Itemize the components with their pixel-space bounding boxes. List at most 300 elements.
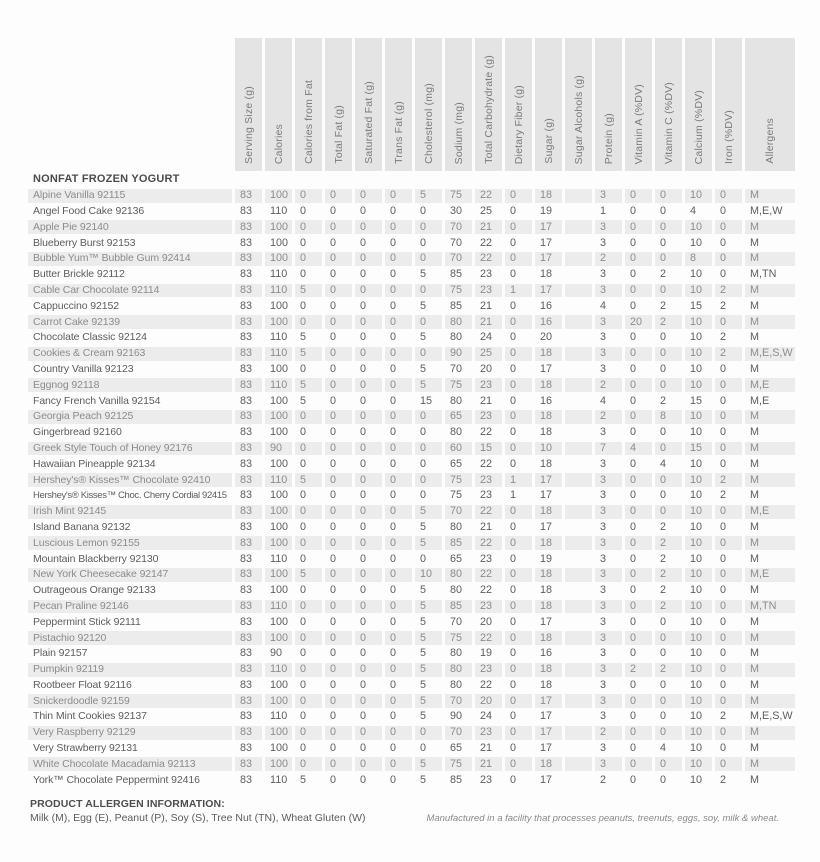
value-cell: 0: [510, 299, 517, 312]
value-cell: 10: [685, 663, 712, 677]
value-cell: 2: [720, 773, 727, 786]
table-row: [28, 742, 795, 756]
product-name: Mountain Blackberry 92130: [33, 552, 159, 565]
product-name: Peppermint Stick 92111: [33, 615, 141, 628]
value-cell: 70: [445, 220, 472, 234]
value-cell: [565, 426, 592, 440]
value-cell: 0: [300, 457, 307, 470]
table-row: [28, 394, 795, 408]
table-row: [28, 236, 795, 250]
value-cell: 0: [510, 394, 517, 407]
value-cell: 83: [235, 536, 262, 550]
value-cell: 5: [295, 568, 322, 582]
product-name: Hawaiian Pineapple 92134: [33, 457, 156, 470]
value-cell: 0: [325, 473, 352, 487]
value-cell: 0: [330, 584, 337, 597]
value-cell: 0: [330, 489, 337, 502]
value-cell: 0: [715, 220, 742, 234]
value-cell: 100: [265, 536, 292, 550]
table-row: [28, 473, 795, 487]
value-cell: 0: [660, 678, 667, 691]
value-cell: 2: [720, 489, 727, 502]
value-cell: 83: [235, 220, 262, 234]
value-cell: 0: [510, 236, 517, 249]
section-empty-cell: [475, 173, 502, 187]
value-cell: 2: [660, 552, 667, 565]
value-cell: 0: [715, 252, 742, 266]
product-name: York™ Chocolate Peppermint 92416: [33, 773, 200, 786]
section-empty-cell: [235, 173, 262, 187]
value-cell: 100: [265, 252, 292, 266]
allergens-cell: M: [745, 189, 795, 203]
value-cell: 0: [330, 236, 337, 249]
value-cell: 0: [355, 473, 382, 487]
allergens-cell: M: [750, 742, 759, 755]
value-cell: [565, 536, 592, 550]
value-cell: 20: [480, 615, 493, 628]
value-cell: 3: [595, 631, 622, 645]
value-cell: 18: [535, 568, 562, 582]
value-cell: 18: [535, 410, 562, 424]
value-cell: 0: [390, 236, 397, 249]
value-cell: 3: [595, 220, 622, 234]
value-cell: 0: [360, 647, 367, 660]
value-cell: 0: [415, 442, 442, 456]
value-cell: 5: [420, 615, 427, 628]
value-cell: 17: [535, 284, 562, 298]
col-header-protein-g: Protein (g): [595, 38, 622, 171]
value-cell: 0: [415, 347, 442, 361]
value-cell: 0: [355, 536, 382, 550]
col-header-sugar-alcohols-g: Sugar Alcohols (g): [565, 38, 592, 171]
value-cell: 0: [390, 394, 397, 407]
value-cell: 18: [540, 268, 553, 281]
value-cell: 65: [445, 410, 472, 424]
value-cell: 83: [235, 410, 262, 424]
value-cell: 110: [265, 473, 292, 487]
value-cell: 0: [325, 347, 352, 361]
allergens-cell: M: [745, 694, 795, 708]
value-cell: 0: [655, 220, 682, 234]
value-cell: 0: [300, 647, 307, 660]
allergens-cell: M,E,S,W: [750, 710, 793, 723]
value-cell: 3: [600, 678, 607, 691]
value-cell: 0: [660, 331, 667, 344]
value-cell: 90: [445, 347, 472, 361]
value-cell: 0: [385, 315, 412, 329]
value-cell: [565, 552, 592, 566]
value-cell: 110: [270, 552, 288, 565]
product-name: Cookies & Cream 92163: [28, 347, 232, 361]
value-cell: 85: [445, 536, 472, 550]
product-name: Carrot Cake 92139: [28, 315, 232, 329]
value-cell: 0: [360, 742, 367, 755]
value-cell: 0: [510, 647, 517, 660]
value-cell: 0: [355, 442, 382, 456]
value-cell: 0: [715, 536, 742, 550]
value-cell: 2: [720, 299, 727, 312]
value-cell: 83: [235, 631, 262, 645]
table-row: [28, 331, 795, 345]
value-cell: 0: [385, 284, 412, 298]
col-header-vitamin-c-dv: Vitamin C (%DV): [655, 38, 682, 171]
allergens-cell: M: [745, 726, 795, 740]
value-cell: 0: [630, 426, 637, 439]
value-cell: 0: [355, 315, 382, 329]
value-cell: 2: [720, 331, 727, 344]
value-cell: 0: [630, 362, 637, 375]
product-name: Very Strawberry 92131: [33, 742, 138, 755]
value-cell: 83: [240, 773, 253, 786]
value-cell: 0: [355, 378, 382, 392]
value-cell: 83: [240, 710, 253, 723]
value-cell: 10: [685, 600, 712, 614]
value-cell: 2: [655, 600, 682, 614]
value-cell: 0: [625, 726, 652, 740]
value-cell: 1: [505, 284, 532, 298]
value-cell: 100: [265, 631, 292, 645]
value-cell: [565, 363, 592, 377]
value-cell: 70: [450, 362, 463, 375]
value-cell: 17: [540, 236, 553, 249]
value-cell: 83: [240, 204, 253, 217]
value-cell: 0: [720, 647, 727, 660]
value-cell: 0: [390, 299, 397, 312]
value-cell: 0: [330, 552, 337, 565]
value-cell: 4: [660, 742, 667, 755]
value-cell: 85: [450, 268, 463, 281]
value-cell: 75: [445, 631, 472, 645]
value-cell: 0: [325, 631, 352, 645]
value-cell: 0: [505, 663, 532, 677]
value-cell: 0: [385, 505, 412, 519]
table-row: [28, 552, 795, 566]
value-cell: 0: [625, 631, 652, 645]
value-cell: 1: [510, 489, 517, 502]
section-empty-cell: [505, 173, 532, 187]
value-cell: [565, 663, 592, 677]
value-cell: 5: [415, 600, 442, 614]
value-cell: 17: [535, 694, 562, 708]
value-cell: 0: [510, 268, 517, 281]
value-cell: 0: [505, 220, 532, 234]
product-name: Fancy French Vanilla 92154: [33, 394, 161, 407]
value-cell: 0: [630, 552, 637, 565]
value-cell: 80: [445, 663, 472, 677]
value-cell: [565, 489, 592, 503]
value-cell: 0: [360, 299, 367, 312]
value-cell: 0: [295, 252, 322, 266]
value-cell: 2: [660, 299, 667, 312]
value-cell: 100: [265, 726, 292, 740]
value-cell: 85: [450, 773, 463, 786]
value-cell: 10: [690, 710, 703, 723]
value-cell: 75: [445, 757, 472, 771]
value-cell: 0: [415, 252, 442, 266]
value-cell: 5: [415, 631, 442, 645]
value-cell: 10: [685, 694, 712, 708]
value-cell: 0: [300, 678, 307, 691]
value-cell: 19: [480, 647, 493, 660]
value-cell: 0: [295, 442, 322, 456]
allergens-cell: M: [750, 615, 759, 628]
value-cell: 0: [295, 505, 322, 519]
value-cell: 0: [330, 204, 337, 217]
value-cell: 10: [690, 552, 703, 565]
table-row: [28, 205, 795, 219]
value-cell: 22: [480, 678, 493, 691]
section-empty-cell: [715, 173, 742, 187]
value-cell: 3: [595, 694, 622, 708]
value-cell: 0: [385, 347, 412, 361]
value-cell: 0: [360, 615, 367, 628]
value-cell: 5: [415, 757, 442, 771]
value-cell: 18: [535, 536, 562, 550]
value-cell: 0: [325, 536, 352, 550]
allergens-cell: M: [750, 426, 759, 439]
allergens-cell: M,E,W: [750, 204, 783, 217]
value-cell: 18: [535, 631, 562, 645]
value-cell: 0: [390, 331, 397, 344]
value-cell: 70: [445, 694, 472, 708]
value-cell: 0: [390, 204, 397, 217]
value-cell: 0: [655, 347, 682, 361]
value-cell: 0: [300, 299, 307, 312]
value-cell: 3: [600, 710, 607, 723]
value-cell: [565, 442, 592, 456]
value-cell: 22: [480, 457, 493, 470]
value-cell: 21: [475, 757, 502, 771]
value-cell: 75: [445, 473, 472, 487]
col-header-vitamin-a-dv: Vitamin A (%DV): [625, 38, 652, 171]
value-cell: [565, 757, 592, 771]
value-cell: 10: [690, 615, 703, 628]
value-cell: 83: [235, 726, 262, 740]
value-cell: 0: [510, 331, 517, 344]
value-cell: 83: [240, 615, 253, 628]
value-cell: 25: [475, 347, 502, 361]
table-row: [28, 600, 795, 614]
value-cell: 0: [390, 742, 397, 755]
value-cell: 21: [480, 742, 493, 755]
value-cell: 0: [385, 536, 412, 550]
value-cell: 0: [330, 647, 337, 660]
value-cell: 0: [385, 378, 412, 392]
value-cell: 0: [720, 362, 727, 375]
section-empty-cell: [355, 173, 382, 187]
value-cell: 22: [475, 631, 502, 645]
value-cell: 0: [630, 584, 637, 597]
value-cell: 100: [270, 362, 289, 375]
value-cell: 0: [295, 600, 322, 614]
value-cell: 2: [715, 284, 742, 298]
value-cell: 75: [445, 189, 472, 203]
value-cell: 110: [265, 347, 292, 361]
value-cell: 0: [625, 189, 652, 203]
value-cell: 23: [475, 378, 502, 392]
value-cell: 18: [540, 457, 553, 470]
value-cell: 8: [655, 410, 682, 424]
allergens-cell: M,E: [745, 378, 795, 392]
value-cell: 5: [420, 362, 427, 375]
value-cell: 23: [475, 410, 502, 424]
value-cell: 0: [505, 189, 532, 203]
value-cell: 83: [235, 600, 262, 614]
value-cell: 0: [660, 362, 667, 375]
value-cell: 70: [445, 252, 472, 266]
table-row: [28, 536, 795, 550]
value-cell: 0: [360, 204, 367, 217]
value-cell: 0: [390, 678, 397, 691]
value-cell: 8: [685, 252, 712, 266]
value-cell: 80: [450, 394, 463, 407]
allergens-cell: M: [750, 647, 759, 660]
value-cell: 0: [330, 426, 337, 439]
value-cell: 0: [660, 426, 667, 439]
value-cell: 0: [510, 362, 517, 375]
value-cell: 75: [445, 378, 472, 392]
value-cell: 0: [390, 710, 397, 723]
value-cell: 18: [540, 584, 553, 597]
value-cell: [565, 505, 592, 519]
value-cell: 10: [685, 505, 712, 519]
value-cell: 110: [270, 331, 288, 344]
value-cell: 100: [265, 410, 292, 424]
value-cell: 17: [540, 773, 553, 786]
product-name: Butter Brickle 92112: [33, 268, 125, 281]
value-cell: 17: [540, 520, 553, 533]
value-cell: 110: [270, 204, 288, 217]
value-cell: 60: [445, 442, 472, 456]
product-name: Angel Food Cake 92136: [33, 204, 145, 217]
value-cell: 3: [595, 347, 622, 361]
product-name: Cappuccino 92152: [33, 299, 119, 312]
value-cell: 2: [595, 378, 622, 392]
value-cell: 0: [510, 710, 517, 723]
value-cell: 85: [445, 600, 472, 614]
value-cell: 83: [235, 284, 262, 298]
value-cell: 0: [355, 726, 382, 740]
value-cell: 0: [360, 362, 367, 375]
table-row: [28, 631, 795, 645]
value-cell: 10: [690, 489, 703, 502]
value-cell: 2: [595, 726, 622, 740]
value-cell: 0: [505, 252, 532, 266]
allergens-cell: M: [745, 663, 795, 677]
value-cell: 83: [235, 663, 262, 677]
value-cell: 83: [235, 252, 262, 266]
allergens-cell: M: [750, 236, 759, 249]
value-cell: 110: [265, 378, 292, 392]
value-cell: 5: [295, 284, 322, 298]
allergens-cell: M: [750, 489, 759, 502]
value-cell: 0: [510, 773, 517, 786]
allergens-cell: M: [750, 552, 759, 565]
value-cell: 17: [535, 726, 562, 740]
value-cell: 15: [685, 442, 712, 456]
product-name: Alpine Vanilla 92115: [28, 189, 232, 203]
value-cell: 0: [630, 331, 637, 344]
table-row: [28, 268, 795, 282]
value-cell: 22: [480, 426, 493, 439]
value-cell: 3: [595, 663, 622, 677]
product-name: Island Banana 92132: [33, 520, 131, 533]
value-cell: 100: [270, 394, 289, 407]
value-cell: 0: [625, 568, 652, 582]
value-cell: [565, 252, 592, 266]
value-cell: 0: [505, 442, 532, 456]
value-cell: 1: [505, 473, 532, 487]
value-cell: 0: [330, 773, 337, 786]
value-cell: [565, 378, 592, 392]
value-cell: 0: [715, 600, 742, 614]
value-cell: 100: [265, 315, 292, 329]
value-cell: 0: [505, 536, 532, 550]
value-cell: 0: [355, 757, 382, 771]
value-cell: 10: [685, 347, 712, 361]
value-cell: 5: [295, 347, 322, 361]
allergens-cell: M: [750, 331, 759, 344]
value-cell: 10: [535, 442, 562, 456]
value-cell: 0: [655, 442, 682, 456]
col-header-allergens: Allergens: [745, 38, 795, 171]
value-cell: 30: [450, 204, 463, 217]
value-cell: 0: [415, 284, 442, 298]
value-cell: 23: [475, 663, 502, 677]
column-header-row: [28, 38, 795, 171]
value-cell: 0: [660, 615, 667, 628]
table-row: [28, 220, 795, 234]
allergen-legend-row: [30, 812, 787, 824]
value-cell: 0: [330, 362, 337, 375]
value-cell: 0: [655, 189, 682, 203]
value-cell: 0: [720, 457, 727, 470]
value-cell: 0: [360, 268, 367, 281]
value-cell: 0: [330, 678, 337, 691]
value-cell: 0: [505, 568, 532, 582]
table-row: [28, 315, 795, 329]
value-cell: 83: [240, 268, 253, 281]
allergens-cell: M,TN: [750, 268, 777, 281]
value-cell: 5: [420, 647, 427, 660]
value-cell: 83: [235, 315, 262, 329]
value-cell: [565, 742, 592, 756]
value-cell: 83: [240, 299, 253, 312]
value-cell: 0: [360, 457, 367, 470]
value-cell: 0: [415, 220, 442, 234]
value-cell: 100: [265, 220, 292, 234]
value-cell: 90: [270, 647, 283, 660]
value-cell: 3: [600, 489, 607, 502]
value-cell: 0: [300, 268, 307, 281]
value-cell: 10: [690, 584, 703, 597]
value-cell: 0: [510, 615, 517, 628]
value-cell: 0: [415, 410, 442, 424]
product-name: Pistachio 92120: [28, 631, 232, 645]
value-cell: 5: [415, 663, 442, 677]
product-name: Blueberry Burst 92153: [33, 236, 136, 249]
value-cell: 23: [480, 489, 493, 502]
value-cell: 0: [390, 584, 397, 597]
product-name: Gingerbread 92160: [33, 426, 122, 439]
value-cell: 0: [720, 615, 727, 628]
value-cell: 100: [270, 520, 289, 533]
allergens-cell: M: [745, 315, 795, 329]
table-row: [28, 378, 795, 392]
value-cell: 0: [360, 773, 367, 786]
value-cell: 0: [300, 584, 307, 597]
value-cell: 83: [240, 362, 253, 375]
